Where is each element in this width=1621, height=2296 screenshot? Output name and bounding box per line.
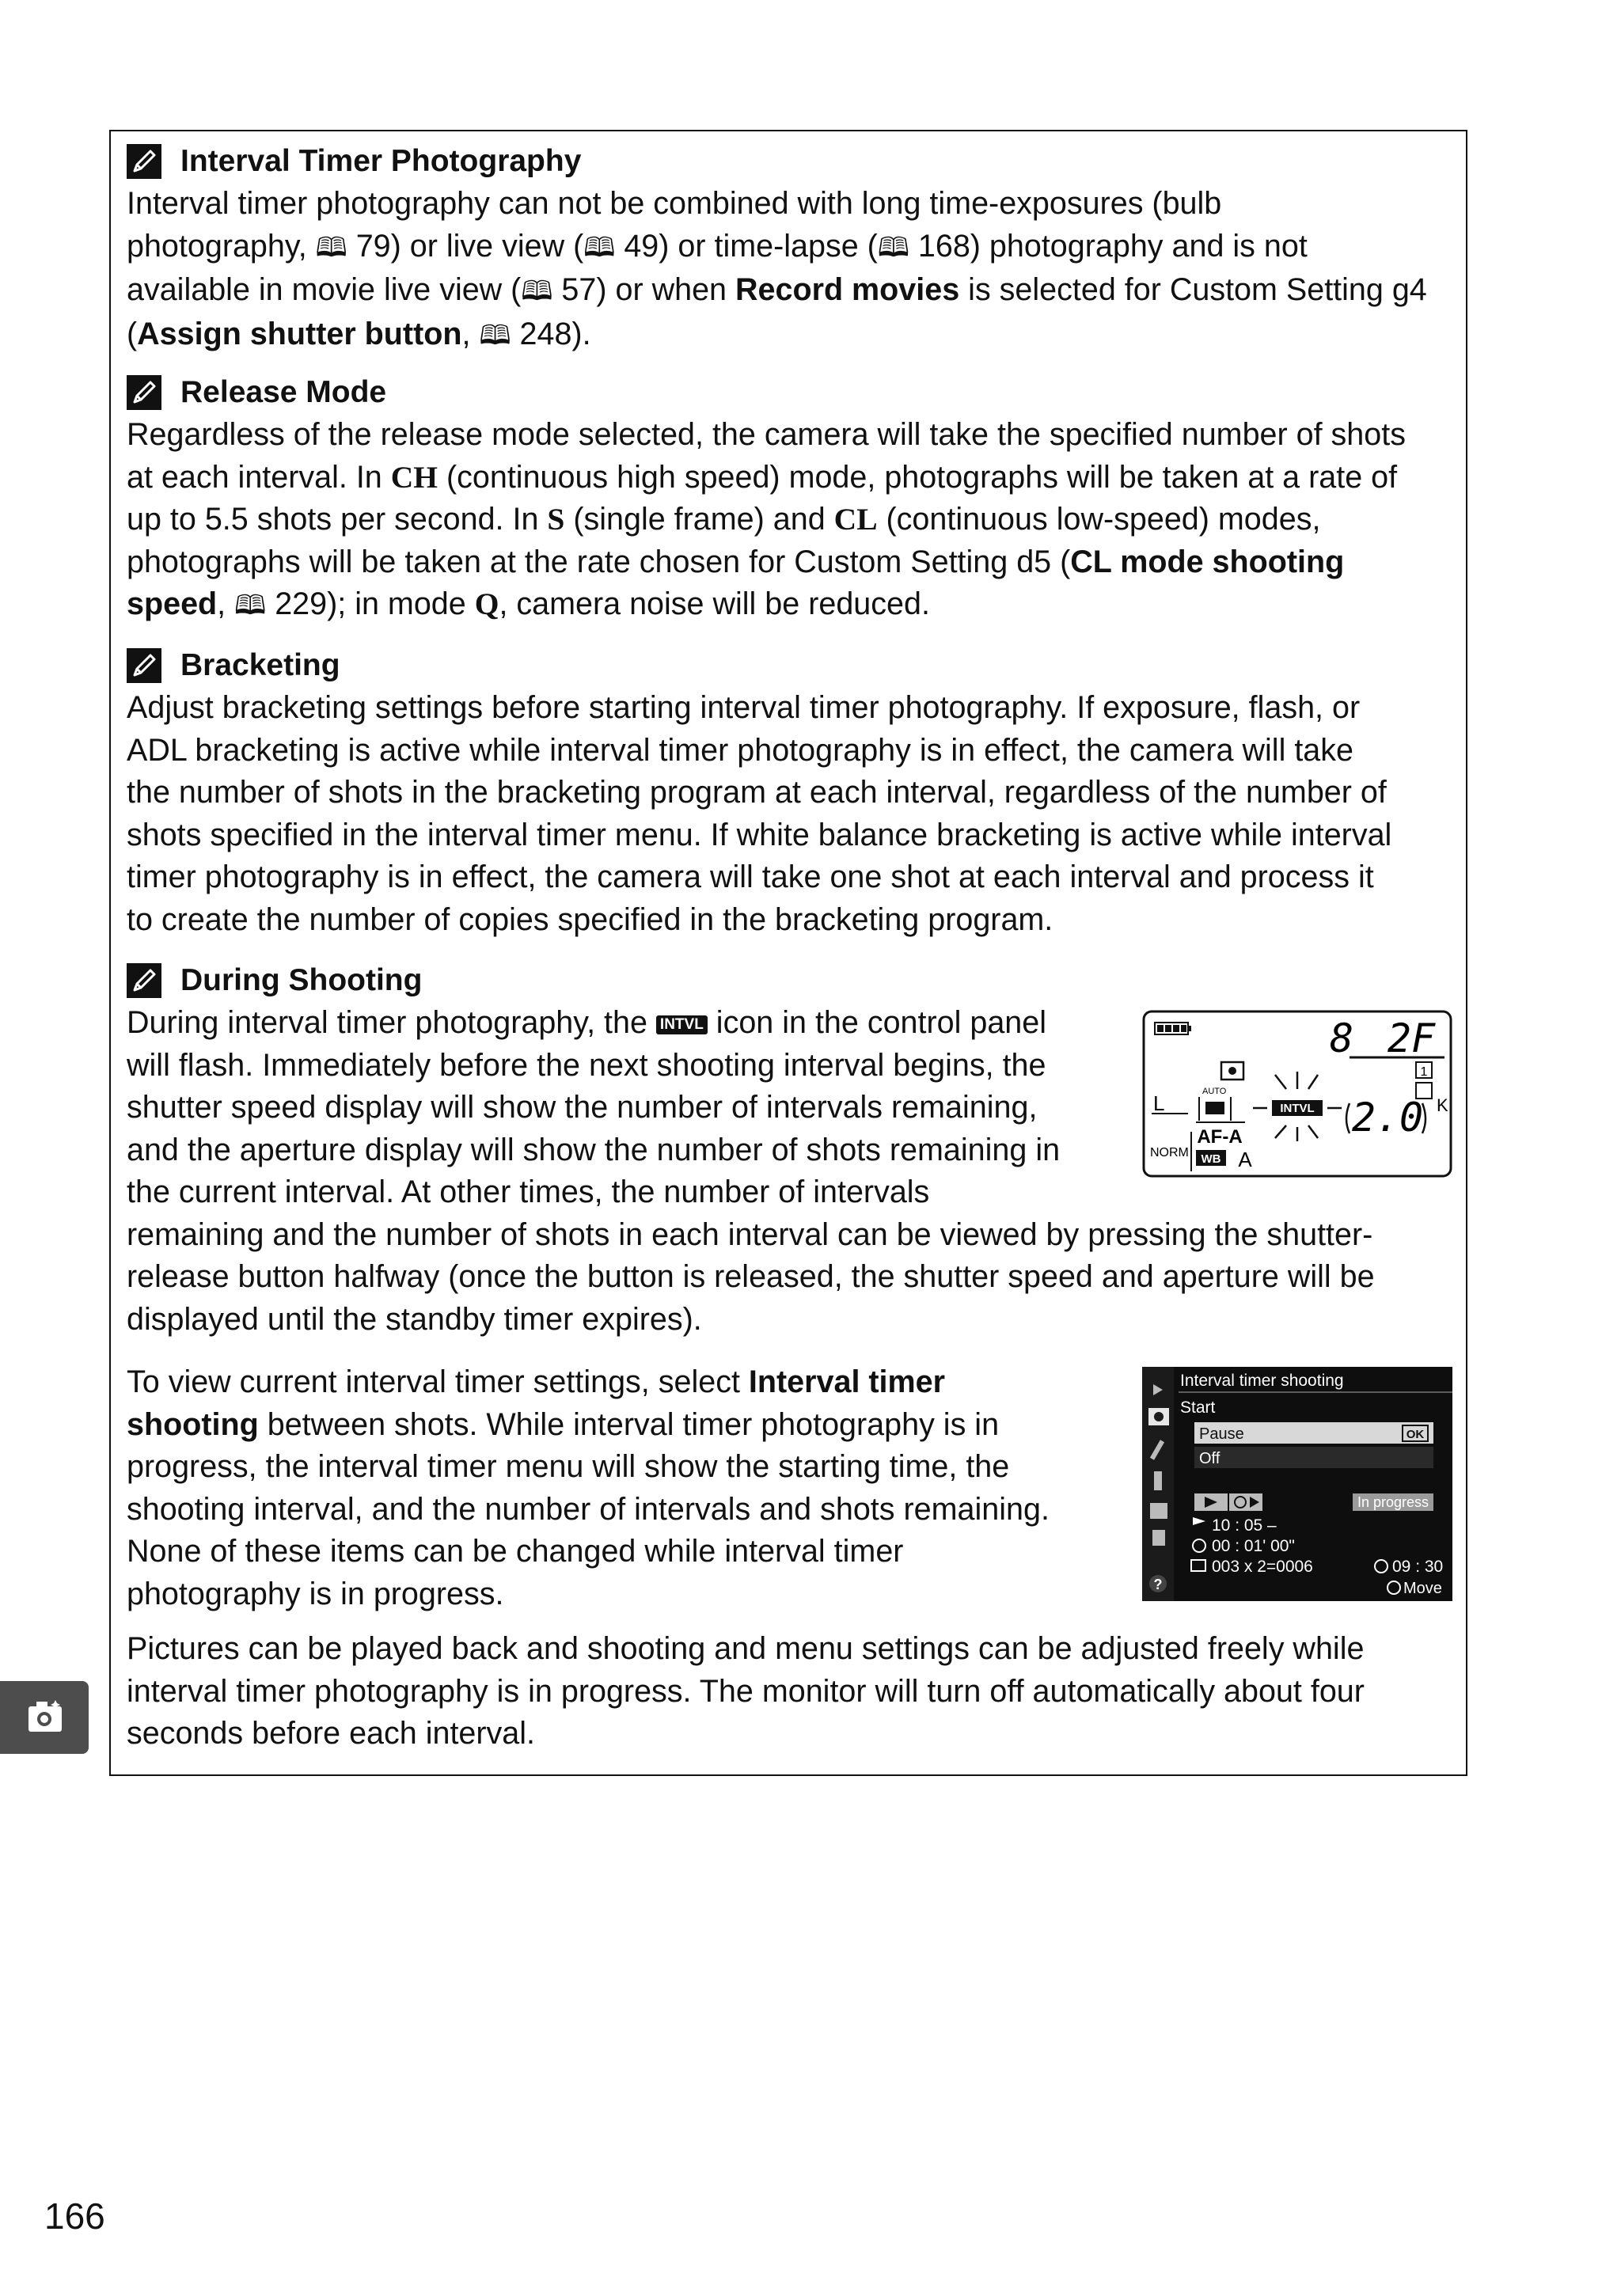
- text-run: ,: [461, 316, 480, 351]
- note-heading: [127, 644, 1456, 687]
- interval-timer-menu-screenshot: [1142, 1367, 1452, 1601]
- menu-shots: 003 x 2=0006: [1212, 1558, 1313, 1576]
- text-line: [127, 899, 1456, 942]
- text-run: to create the number of copies specified in the bracketing program.: [127, 901, 1053, 937]
- text-line: [127, 226, 1456, 270]
- text-run: 248).: [511, 316, 591, 351]
- shooting-menu-icon: [27, 1698, 63, 1735]
- text-run: , camera noise will be reduced.: [499, 586, 930, 621]
- note-pencil-icon: [127, 963, 161, 998]
- book-icon: 🕮: [234, 590, 267, 620]
- menu-time-remaining: 09 : 30: [1392, 1558, 1444, 1576]
- mode-glyph: CH: [390, 459, 438, 495]
- page-number: 166: [44, 2195, 105, 2237]
- text-run: photographs will be taken at the rate chosen for Custom Setting d5 (: [127, 544, 1071, 579]
- exposure-display: 2.0: [1351, 1095, 1424, 1140]
- menu-start-time: 10 : 05 –: [1212, 1516, 1277, 1535]
- text-run: photography is in progress.: [127, 1576, 504, 1611]
- mode-glyph: CL: [833, 502, 878, 537]
- menu-title: Interval timer shooting: [1180, 1372, 1344, 1390]
- text-run: progress, the interval timer menu will show the starting time, the: [127, 1449, 1010, 1484]
- text-run: up to 5.5 shots per second. In: [127, 502, 548, 537]
- note-heading: [127, 140, 1456, 183]
- text-run: displayed until the standby timer expires).: [127, 1301, 702, 1337]
- text-run: seconds before each interval.: [127, 1716, 536, 1751]
- ok-icon: OK: [1406, 1428, 1425, 1441]
- bold-term: Assign shutter button: [137, 316, 462, 351]
- text-run: will flash. Immediately before the next shooting interval begins, the: [127, 1047, 1046, 1083]
- text-run: remaining and the number of shots in each interval can be viewed by pressing the shutter-: [127, 1216, 1373, 1252]
- image-quality: NORM: [1150, 1146, 1189, 1159]
- text-line: [127, 1628, 1456, 1671]
- text-run: ,: [217, 586, 235, 621]
- text-run: (single frame) and: [564, 502, 834, 537]
- text-run: 168) photography and is not: [909, 228, 1308, 264]
- intvl-indicator: INTVL: [1280, 1102, 1315, 1115]
- text-run: None of these items can be changed while interval timer: [127, 1534, 904, 1569]
- text-run: 49) or time-lapse (: [615, 228, 878, 264]
- menu-status: In progress: [1357, 1494, 1429, 1510]
- text-run: (: [127, 316, 138, 351]
- text-run: timer photography is in effect, the camera will take one shot at each interval and process it: [127, 860, 1374, 894]
- menu-start-label: Start: [1180, 1398, 1216, 1417]
- text-run: Regardless of the release mode selected, the camera will take the specified number of shots: [127, 417, 1406, 452]
- svg-text:AUTO: AUTO: [1202, 1087, 1227, 1096]
- chapter-tab: [0, 1681, 89, 1754]
- note-heading-text: Bracketing: [180, 648, 340, 682]
- text-line: [127, 183, 1456, 226]
- shots-remaining-display: 2F: [1387, 1015, 1436, 1061]
- bold-term: speed: [127, 586, 218, 621]
- bold-term: Record movies: [735, 272, 960, 307]
- text-line: [127, 457, 1456, 499]
- note-pencil-icon: [127, 144, 161, 179]
- off-option[interactable]: [1194, 1447, 1433, 1468]
- text-line: [127, 730, 1456, 772]
- text-line: [127, 269, 1456, 313]
- book-icon: 🕮: [479, 320, 511, 351]
- text-run: 57) or when: [552, 272, 735, 307]
- text-line: [127, 687, 1456, 730]
- text-run: shutter speed display will show the number of intervals remaining,: [127, 1090, 1038, 1125]
- note-heading: [127, 959, 1456, 1002]
- note-heading-text: Release Mode: [180, 375, 387, 409]
- text-line: [127, 414, 1456, 457]
- bold-term: CL mode shooting: [1070, 544, 1345, 579]
- af-mode: AF-A: [1197, 1126, 1243, 1148]
- note-heading-text: During Shooting: [180, 963, 423, 997]
- text-run: photography,: [127, 228, 316, 264]
- text-run: between shots. While interval timer photography is in: [258, 1406, 1000, 1442]
- text-run: 79) or live view (: [347, 228, 584, 264]
- setup-menu-icon: [1154, 1471, 1162, 1490]
- text-line: [127, 1171, 1456, 1214]
- my-menu-icon: [1152, 1530, 1165, 1546]
- svg-text:Pause: Pause: [1199, 1425, 1244, 1443]
- text-run: available in movie live view (: [127, 272, 522, 307]
- text-run: interval timer photography is in progress. The monitor will turn off automatically about four: [127, 1673, 1365, 1709]
- text-run: During interval timer photography, the: [127, 1005, 656, 1040]
- text-run: the current interval. At other times, the number of intervals: [127, 1175, 930, 1209]
- text-run: (continuous high speed) mode, photographs will be taken at a rate of: [438, 459, 1398, 495]
- intervals-remaining-display: 8: [1329, 1015, 1354, 1061]
- bold-term: Interval timer: [748, 1364, 945, 1399]
- text-line: [127, 313, 1456, 358]
- note-release-mode: [127, 371, 1456, 628]
- white-balance-label: WB: [1201, 1152, 1221, 1166]
- text-run: is selected for Custom Setting g4: [959, 272, 1427, 307]
- text-run: shooting interval, and the number of intervals and shots remaining.: [127, 1491, 1050, 1527]
- text-line: [127, 1713, 1456, 1755]
- bold-term: shooting: [127, 1406, 259, 1442]
- text-line: [127, 814, 1456, 857]
- note-pencil-icon: [127, 375, 161, 410]
- svg-text:K: K: [1437, 1095, 1448, 1115]
- text-run: shots specified in the interval timer menu. If white balance bracketing is active while interval: [127, 817, 1392, 852]
- note-heading-text: Interval Timer Photography: [180, 144, 582, 178]
- control-panel-illustration: [1142, 1010, 1452, 1178]
- text-run: Interval timer photography can not be combined with long time-exposures (bulb: [127, 186, 1222, 221]
- note-pencil-icon: [127, 648, 161, 683]
- text-line: [127, 856, 1456, 899]
- book-icon: 🕮: [521, 276, 553, 306]
- text-run: (continuous low-speed) modes,: [877, 502, 1321, 537]
- intvl-icon: INTVL: [656, 1015, 708, 1034]
- text-line: [127, 772, 1456, 814]
- menu-move-label: Move: [1403, 1580, 1442, 1597]
- text-line: [127, 1214, 1456, 1257]
- svg-text:1: 1: [1420, 1065, 1428, 1079]
- white-balance-value: A: [1238, 1148, 1252, 1171]
- text-run: Adjust bracketing settings before starting interval timer photography. If exposure, flash, or: [127, 690, 1361, 725]
- svg-text:?: ?: [1153, 1577, 1163, 1592]
- image-size: L: [1153, 1091, 1165, 1115]
- text-line: [127, 583, 1456, 628]
- note-bracketing: [127, 644, 1456, 941]
- text-run: Pictures can be played back and shooting and menu settings can be adjusted freely while: [127, 1631, 1365, 1666]
- text-run: and the aperture display will show the number of shots remaining in: [127, 1132, 1061, 1167]
- note-heading: [127, 371, 1456, 414]
- book-icon: 🕮: [315, 232, 347, 263]
- text-run: 229); in mode: [266, 586, 475, 621]
- text-line: [127, 499, 1456, 541]
- text-run: at each interval. In: [127, 459, 391, 495]
- text-run: release button halfway (once the button is released, the shutter speed and aperture will be: [127, 1259, 1375, 1294]
- text-run: To view current interval timer settings, select: [127, 1364, 749, 1399]
- text-line: [127, 1256, 1456, 1299]
- paragraph-playback: [127, 1628, 1456, 1755]
- text-run: the number of shots in the bracketing program at each interval, regardless of the number of: [127, 775, 1387, 810]
- mode-glyph: S: [547, 502, 565, 537]
- text-run: icon in the control panel: [707, 1005, 1047, 1040]
- book-icon: 🕮: [877, 232, 909, 263]
- note-interval-timer-photography: [127, 140, 1456, 357]
- text-line: [127, 1299, 1456, 1342]
- menu-interval: 00 : 01' 00": [1212, 1537, 1295, 1555]
- book-icon: 🕮: [583, 232, 616, 263]
- text-run: ADL bracketing is active while interval timer photography is in effect, the camera will take: [127, 732, 1353, 768]
- retouch-menu-icon: [1150, 1503, 1167, 1519]
- svg-text:Off: Off: [1199, 1450, 1220, 1467]
- text-line: [127, 1671, 1456, 1713]
- mode-glyph: Q: [474, 586, 499, 621]
- text-line: [127, 541, 1456, 584]
